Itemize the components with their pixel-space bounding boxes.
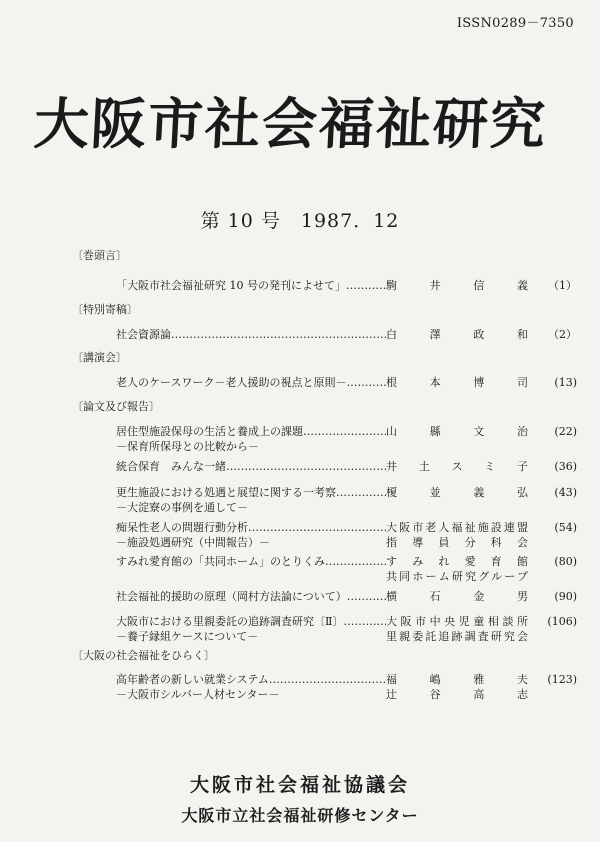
entry-title: 社会福祉的援助の原理（岡村方法論について） …………………………………………………………………………………… — [116, 589, 386, 604]
entry-author-secondary: 里親委託追跡調査研究会 — [386, 630, 528, 643]
entry-title: 痴呆性老人の問題行動分析 …………………………………………………………………………………… — [116, 520, 386, 535]
entry-author-secondary: 辻 谷 高 志 — [386, 688, 528, 701]
entry-author: 井 土 ス ミ 子 — [386, 460, 528, 473]
section-heading: 〔大阪の社会福祉をひらく〕 — [72, 649, 215, 662]
entry-page: (90) — [554, 590, 577, 603]
entry-author: 横 石 金 男 — [386, 590, 528, 603]
entry-title: 社会資源論 …………………………………………………………………………………… — [116, 327, 386, 342]
entry-title: 「大阪市社会福祉研究 10 号の発刊によせて」 …………………………………………………………………………………… — [116, 278, 386, 293]
entry-title: 統合保育 みんな一緒 …………………………………………………………………………………… — [116, 459, 386, 474]
entry-author: 大阪市中央児童相談所 — [386, 615, 528, 628]
entry-subtitle: －大淀寮の事例を通して－ — [116, 501, 248, 514]
entry-author-secondary: 指 導 員 分 科 会 — [386, 536, 528, 549]
section-heading: 〔論文及び報告〕 — [72, 400, 160, 413]
entry-author: 根 本 博 司 — [386, 376, 528, 389]
publisher-secondary: 大阪市立社会福祉研修センター — [181, 806, 419, 825]
entry-page: (36) — [554, 460, 577, 473]
entry-author: す み れ 愛 育 館 — [386, 555, 528, 568]
entry-page: (43) — [554, 486, 577, 499]
entry-author: 駒 井 信 義 — [386, 279, 528, 292]
publisher-primary: 大阪市社会福祉協議会 — [189, 774, 410, 796]
entry-title: 居住型施設保母の生活と養成上の課題 …………………………………………………………………………………… — [116, 424, 386, 439]
issue-number: 第 10 号 1987．12 — [200, 210, 400, 232]
entry-page: (123) — [547, 673, 577, 686]
entry-author: 福 嶋 雅 夫 — [386, 673, 528, 686]
entry-page: (13) — [554, 376, 577, 389]
entry-author-secondary: 共同ホーム研究グループ — [386, 570, 528, 583]
entry-subtitle: －保育所保母との比較から－ — [116, 440, 259, 453]
section-heading: 〔特別寄稿〕 — [72, 303, 138, 316]
entry-page: （1） — [548, 279, 577, 292]
entry-page: （2） — [548, 328, 577, 341]
entry-author: 大阪市老人福祉施設連盟 — [386, 521, 528, 534]
journal-title: 大阪市社会福祉研究 — [32, 92, 549, 156]
entry-title: 高年齢者の新しい就業システム …………………………………………………………………………………… — [116, 672, 386, 687]
entry-title: 大阪市における里親委託の追跡調査研究〔Ⅱ〕 …………………………………………………………………………………… — [116, 614, 386, 629]
entry-subtitle: －大阪市シルバー人材センター－ — [116, 688, 280, 701]
entry-author: 白 澤 政 和 — [386, 328, 528, 341]
entry-title: すみれ愛育館の「共同ホーム」のとりくみ …………………………………………………………………………………… — [116, 554, 386, 569]
entry-author: 山 縣 文 治 — [386, 425, 528, 438]
issn-number: ISSN0289－7350 — [456, 16, 574, 31]
section-heading: 〔巻頭言〕 — [72, 249, 127, 262]
entry-page: (106) — [547, 615, 577, 628]
entry-author: 榎 並 義 弘 — [386, 486, 528, 499]
entry-page: (54) — [554, 521, 577, 534]
entry-title: 老人のケースワーク－老人援助の視点と原則－ …………………………………………………………………………………… — [116, 375, 386, 390]
entry-subtitle: －養子縁組ケースについて－ — [116, 630, 259, 643]
section-heading: 〔講演会〕 — [72, 351, 127, 364]
entry-page: (80) — [554, 555, 577, 568]
entry-subtitle: －施設処遇研究（中間報告）－ — [116, 536, 270, 549]
entry-page: (22) — [554, 425, 577, 438]
entry-title: 更生施設における処遇と展望に関する一考察 …………………………………………………………………………………… — [116, 485, 386, 500]
